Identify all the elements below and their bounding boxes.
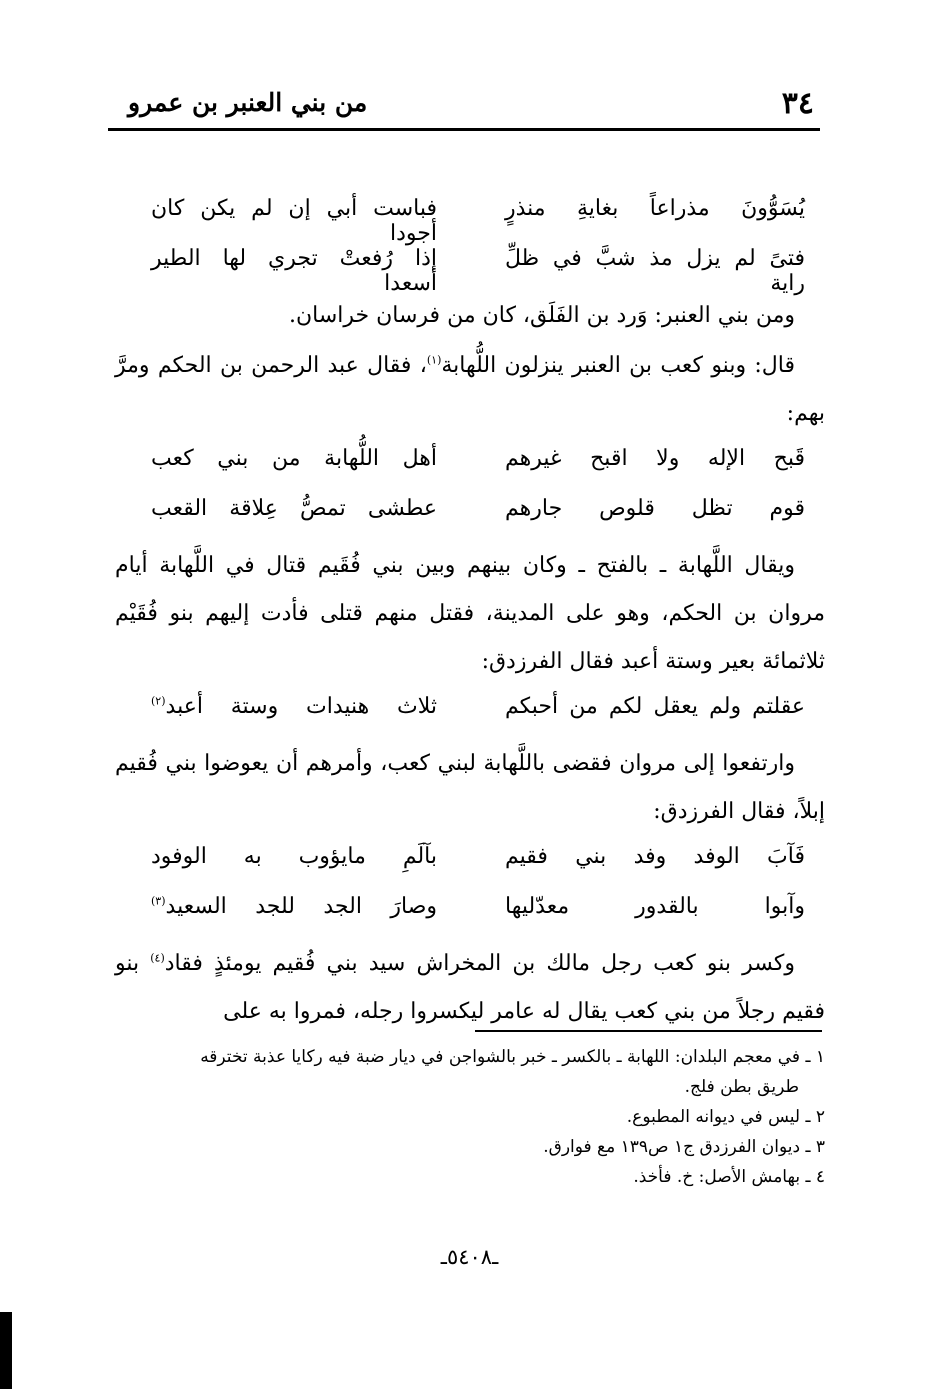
- verse-second-hemistich: إذا رُفعتْ تجري لها الطير أسعدا: [151, 246, 437, 296]
- paragraph: [115, 940, 825, 1036]
- footnote: ٣ ـ ديوان الفرزدق ج١ ص١٣٩ مع فوارق.: [543, 1137, 825, 1157]
- paragraph: [115, 342, 825, 438]
- paragraph-text: قال: وبنو كعب بن العنبر ينزلون اللُّهابة: [441, 353, 795, 378]
- footnote: ٤ ـ بهامش الأصل: خ. فأخذ.: [633, 1167, 825, 1187]
- verse-second-hemistich: عطشى تمصُّ عِلاقة القعب: [151, 496, 437, 521]
- footnote-ref: (٣): [151, 894, 166, 908]
- hemistich-text: ثلاث هنيدات وستة أعبد: [165, 694, 437, 719]
- verse-first-hemistich: عقلتم ولم يعقل لكم من أحبكم: [505, 694, 805, 719]
- verse-first-hemistich: فَآبَ الوفد وفد بني فقيم: [505, 844, 805, 869]
- verse-first-hemistich: وآبوا بالقدور معدّليها: [505, 894, 805, 919]
- verse-first-hemistich: فتىً لم يزل مذ شبَّ في ظلِّ راية: [505, 246, 805, 296]
- verse-second-hemistich: [151, 894, 437, 919]
- verse-line: [115, 688, 825, 738]
- verse-line: [115, 440, 825, 490]
- verse-line: [115, 888, 825, 938]
- paragraph: ومن بني العنبر: وَرد بن الفَلَق، كان من فرسان خراسان.: [289, 303, 795, 328]
- footnotes: [110, 1042, 825, 1192]
- verse-second-hemistich: أهل اللُّهابة من بني كعب: [151, 446, 437, 471]
- verse-line: [115, 490, 825, 540]
- main-text: [115, 190, 825, 1038]
- paragraph: وارتفعوا إلى مروان فقضى باللَّهابة لبني كعب، وأمرهم أن يعوضوا بني فُقيم إبلاً، فقال الفرزدق:: [115, 751, 825, 824]
- verse-second-hemistich: بآلَمِ مايؤوب به الوفود: [151, 844, 437, 869]
- paragraph-text: بنو فقيم رجلاً من بني كعب يقال له عامر ليكسروا رجله، فمروا به على: [115, 951, 825, 1024]
- running-head: من بني العنبر بن عمرو: [128, 88, 368, 117]
- footnote-continuation: طريق بطن فلج.: [684, 1077, 799, 1097]
- verse-first-hemistich: قَبح الإله ولا اقبح غيرهم: [505, 446, 805, 471]
- folio-number: ـ٥٤٠٨ـ: [440, 1245, 499, 1269]
- footnote-ref: (٢): [151, 694, 166, 708]
- verse-first-hemistich: قوم تظل قلوص جارهم: [505, 496, 805, 521]
- verse-line: [115, 240, 825, 296]
- verse-second-hemistich: فباست أبي إن لم يكن كان أجودا: [151, 196, 437, 246]
- paragraph: ويقال اللَّهابة ـ بالفتح ـ وكان بينهم وبين بني فُقَيم قتال في اللَّهابة أيام مروان بن الحكم، وهو على المدينة، فقتل منهم قتلى فأدت إليهم بنو فُقَيْم ثلاثمائة بعير وستة أعبد فقال الفرزدق:: [115, 553, 825, 674]
- verse-second-hemistich: [151, 694, 437, 719]
- scan-edge-mark: [0, 1312, 12, 1389]
- hemistich-text: وصارَ الجد للجد السعيد: [165, 894, 437, 919]
- verse-line: [115, 190, 825, 246]
- verse-line: [115, 838, 825, 888]
- footnote-ref: (٤): [150, 951, 165, 965]
- footnote-rule: [475, 1030, 822, 1032]
- footnote-ref: (١): [426, 353, 442, 367]
- header-rule: [108, 128, 820, 131]
- page-number: ٣٤: [781, 86, 814, 121]
- paragraph-text: ، فقال عبد الرحمن بن الحكم ومرَّ بهم:: [115, 353, 825, 426]
- page-header: [128, 86, 814, 126]
- footnote: ٢ ـ ليس في ديوانه المطبوع.: [626, 1107, 825, 1127]
- paragraph-text: وكسر بنو كعب رجل مالك بن المخراش سيد بني فُقيم يومئذٍ فقاد: [164, 951, 795, 976]
- verse-first-hemistich: يُسَوُّونَ مذراعاً بغايةِ منذرٍ: [505, 196, 805, 221]
- footnote: ١ ـ في معجم البلدان: اللهابة ـ بالكسر ـ خبر بالشواجن في ديار ضبة فيه ركايا عذبة تخترقه: [200, 1047, 825, 1067]
